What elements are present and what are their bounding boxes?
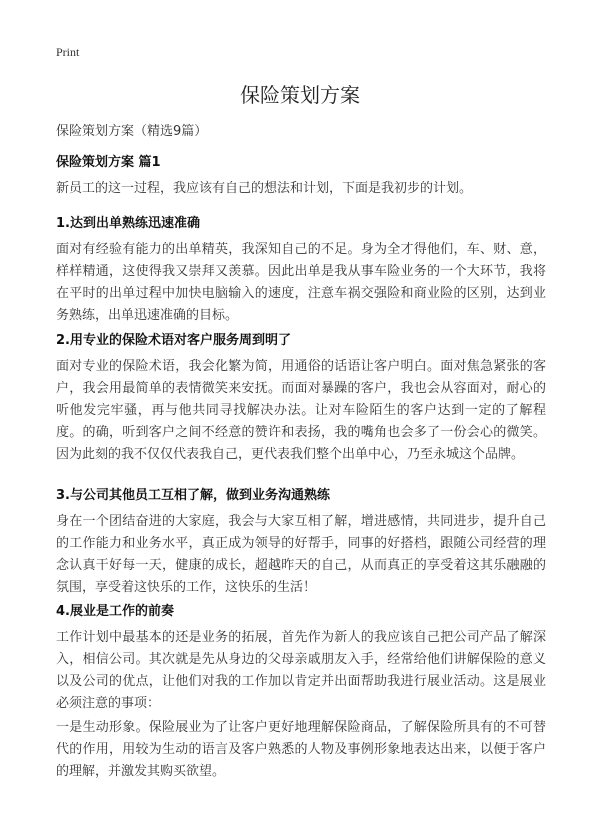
section-3-heading: 3.与公司其他员工互相了解，做到业务沟通熟练 xyxy=(56,488,330,503)
closing-paragraph: 一是生动形象。保险展业为了让客户更好地理解保险商品，了解保险所具有的不可替代的作用，用较为生动的语言及客户熟悉的人物及事例形象地表达出来，以便于客户的理解，并激发其购买欲望。 xyxy=(56,720,546,779)
document-subtitle: 保险策划方案（精选9篇） xyxy=(56,124,208,139)
section-2-body: 面对专业的保险术语，我会化繁为简，用通俗的话语让客户明白。面对焦急紧张的客户，我会用最简单的表情微笑来安抚。而面对暴躁的客户，我也会从容面对，耐心的听他发完牢骚，再与他共同寻找解决办法。让对车险陌生的客户达到一定的了解程度。的确，听到客户之间不经意的赞许和表扬，我的嘴角也会多了一份会心的微笑。因为此刻的我不仅仅代表我自己，更代表我们整个出单中心，乃至永城这个品牌。 xyxy=(56,359,546,462)
document-title: 保险策划方案 xyxy=(240,83,360,107)
section-4-heading: 4.展业是工作的前奏 xyxy=(56,604,174,619)
section-2-heading: 2.用专业的保险术语对客户服务周到明了 xyxy=(56,333,291,348)
article-heading: 保险策划方案 篇1 xyxy=(56,155,161,170)
intro-paragraph: 新员工的这一过程，我应该有自己的想法和计划，下面是我初步的计划。 xyxy=(56,181,473,196)
section-1-body: 面对有经验有能力的出单精英，我深知自己的不足。身为全才得他们，车、财、意，样样精通，这使得我又崇拜又羡慕。因此出单是我从事车险业务的一个大环节，我将在平时的出单过程中加快电脑输入的速度，注意车祸交强险和商业险的区别，达到业务熟练，出单迅速准确的目标。 xyxy=(56,242,546,323)
section-4-body: 工作计划中最基本的还是业务的拓展，首先作为新人的我应该自己把公司产品了解深入，相信公司。其次就是先从身边的父母亲戚朋友入手，经常给他们讲解保险的意义以及公司的优点，让他们对我的工作加以肯定并出面帮助我进行展业活动。这是展业必须注意的事项： xyxy=(56,630,546,711)
print-link[interactable]: Print xyxy=(56,45,80,59)
section-1-heading: 1.达到出单熟练迅速准确 xyxy=(56,216,200,231)
section-3-body: 身在一个团结奋进的大家庭，我会与大家互相了解，增进感情，共同进步，提升自己的工作能力和业务水平，真正成为领导的好帮手，同事的好搭档，跟随公司经营的理念认真干好每一天，健康的成长，超越昨天的自己，从而真正的享受着这其乐融融的氛围，享受着这快乐的工作，这快乐的生活！ xyxy=(56,514,546,595)
